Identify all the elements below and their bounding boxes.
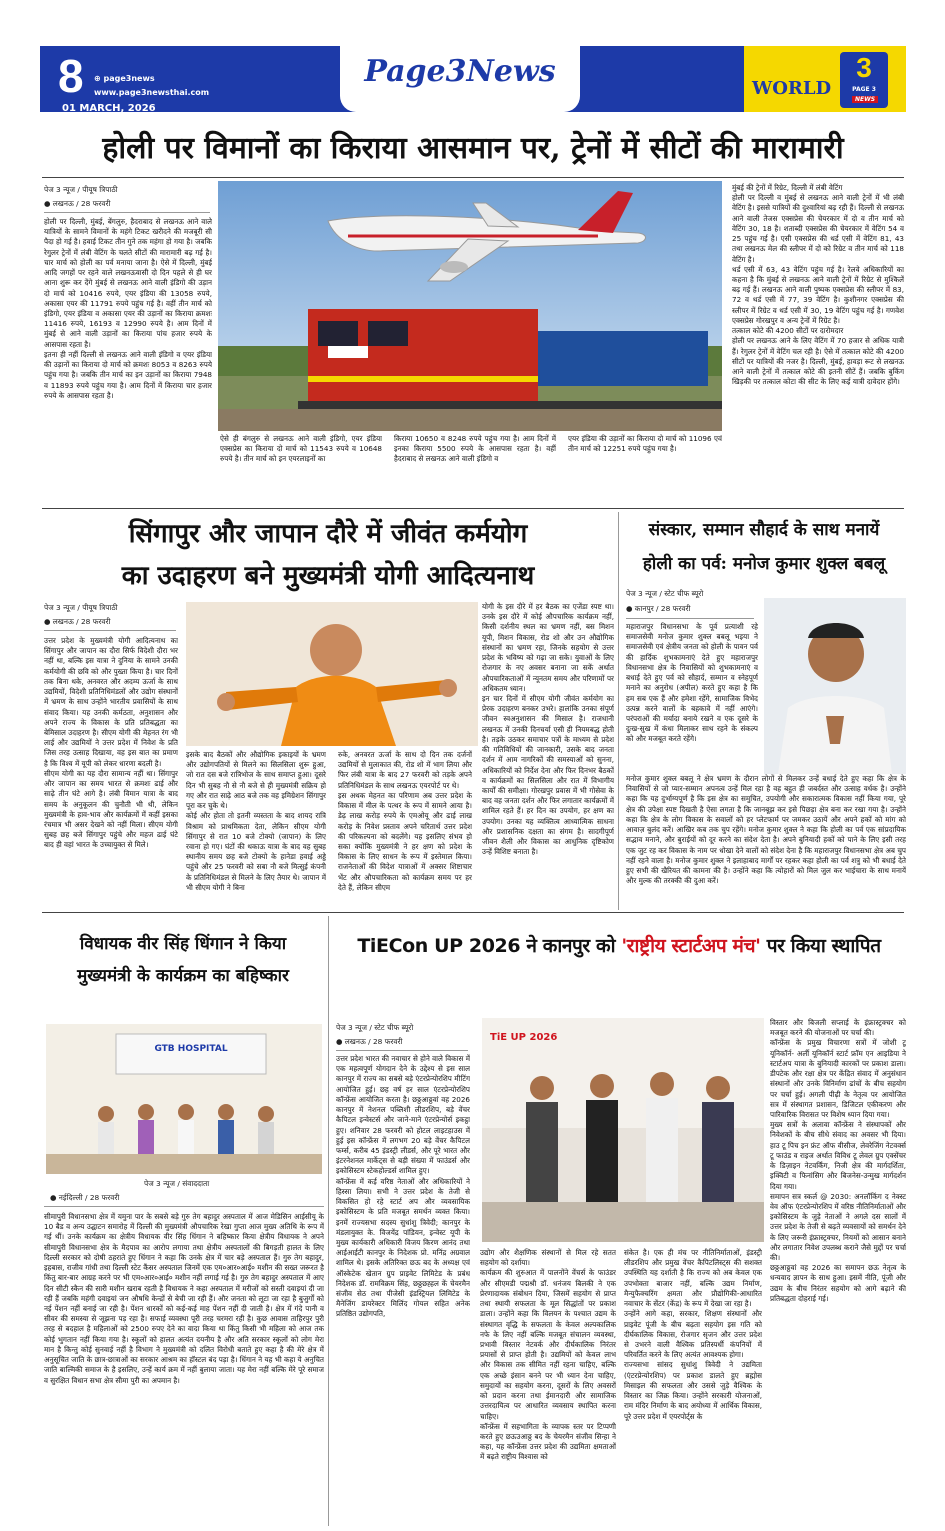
story1-headline: होली पर विमानों का किराया आसमान पर, ट्रेनों में सीटों की मारामारी bbox=[102, 131, 844, 166]
story2-col4: योगी के इस दौरे में हर बैठक का एजेंडा स्पष्ट था। उनके इस दौरे में कोई औपचारिक कार्यक्रम नहीं, किसी दर्शनीय स्थल का भ्रमण नहीं, बस मिशन यूपी, मिशन विकास, रोड शो और उन औद्योगिक संस्थानों का भ्रमण रहा, जिनके सहयोग से उत्तर प्रदेश के भविष्य को गढ़ा जा सके। युवाओं के लिए रोजगार के नए अवसर बनाना जा सकें अर्थात औपचारिकताओं में न्यूनतम समय और परिणामों पर अधिकतम ध्यान। इन चार दिनों में सीएम योगी जीवंत कर्मयोग का प्रेरक उदाहरण बनकर उभरे। हालांकि उनका संपूर्ण जीवन स्वअनुशासन की मिसाल है। राजधानी लखनऊ में उनकी दिनचर्या एसी ही नियमबद्ध होती है। तड़के उठकर समाचार पत्रों के माध्यम से प्रदेश की गतिविधियों की जानकारी, उसके बाद जनता दर्शन में आम नागरिकों की समस्याओं को सुनना, अधिकारियों को निर्देश देना और फिर दिनभर बैठकों व कार्यक्रमों का सिलसिला और रात में विभागीय कार्यों की समीक्षा। गोरखपुर प्रवास में भी गोसेवा के बाद वह जनता दर्शन और फिर लगातार कार्यक्रमों में शामिल रहते हैं। हर दिन का उपयोग, हर क्षण का उपयोग। उनका यह व्यक्तित्व आध्यात्मिक साधना और प्रशासनिक दक्षता का संगम है। सादगीपूर्ण जीवन शैली और विकास का आधुनिक दृष्टिकोण उन्हें विशिष्ट बनाता है। bbox=[482, 602, 614, 857]
brand-badge-text: PAGE 3 bbox=[852, 86, 876, 93]
story4-headline-line1: विधायक वीर सिंह धिंगान ने किया bbox=[79, 934, 287, 954]
divider bbox=[618, 512, 619, 910]
story5-headline-post: पर किया स्थापित bbox=[760, 935, 881, 957]
story1-col1: होली पर दिल्ली, मुंबई, बेंगलुरु, हैदराबाद से लखनऊ आने वाले यात्रियों के सामने विमानों के महंगे टिकट खरीदने की मजबूरी सी पैदा हो गई है। हवाई टिकट तीन गुने तक महंगा हो गया है। जबकि रेगुलर ट्रेनों में लंबी वेटिंग के चलते सीटों की मारामारी बढ़ गई है। चार मार्च को होली का पर्व मनाया जाना है। ऐसे में दिल्ली, मुंबई आदि जगहों पर रहने वाले लखनऊवासी दो दिन पहले से ही घर आना शुरू कर देंगे मुंबई से लखनऊ आने वाली इंडिगो की उड़ान दो मार्च को 10416 रुपये, एयर इंडिया की 13058 रुपये, अकासा एयर की 11791 रुपये पहुंच गई है। वहीं तीन मार्च को इंडिगो, एयर इंडिया व अकासा एयर की उड़ानों का किराया क्रमशः 11416 रुपये, 16193 व 12990 रुपये है। आम दिनों में मुंबई से आने वाली उड़ानों का किराया पांच हजार रुपये के आसपास रहता है। इतना ही नहीं दिल्ली से लखनऊ आने वाली इंडिगो व एयर इंडिया की उड़ानों का किराया दो मार्च को क्रमशः 8053 व 8263 रुपये पहुंच गया है। जबकि तीन मार्च का इन उड़ानों का किराया 7948 व 11893 रुपये पहुंच गया है। आम दिनों में किराया चार हजार रुपये के आसपास रहता है। bbox=[44, 217, 212, 400]
story3-col-top: महाराजपुर विधानसभा के पूर्व प्रत्याशी रहे समाजसेवी मनोज कुमार शुक्ल बबलू भइया ने समाजसेवी एवं क्षेत्रीय जनता को होली के पावन पर्व की हार्दिक शुभकामनाएं देते हुए महाराजपुर विधानसभा क्षेत्र के निवासियों को शुभकामनाएं व बधाई देते हुए पर्व को सौहार्द, सम्मान व स्नेहपूर्ण मनाने का अनुरोध (अपील) करते हुए कहा है कि हम सब एक हैं और हमेशा रहेंगे, सामाजिक विभेद उत्पन्न करने वालों के बहकावे में नहीं आएंगे। परंपराओं की मर्यादा बनाये रखने व एक दूसरे के दुःख-सुख में कंधा मिलाकर साथ रहने के संकल्प को और मजबूत करते रहेंगे। bbox=[626, 622, 758, 744]
story1-caption-col3: एयर इंडिया की उड़ानों का किराया दो मार्च को 11096 एवं तीन मार्च को 12251 रुपये पहुंच गया है। bbox=[568, 434, 722, 454]
social-handle bbox=[94, 74, 155, 83]
section-label: WORLD bbox=[752, 78, 832, 99]
story5-col2: उद्योग और शैक्षणिक संस्थानों से मिल रहे सतत सहयोग को दर्शाया। कार्यक्रम की शुरुआत में पालनोंने वेंचर्स के फाउंडर और सीएमडी पद्मश्री डॉ. धनंजय बिलकी ने एक प्रेरणादायक संबोधन दिया, जिसमें सहयोग से प्राप्त तथा स्थायी सफलता के मूल सिद्धांतों पर प्रकाश डाला। उन्होंने कहा कि विलयन के पश्चात उद्यम के संस्थागत वृद्धि के सफलता के केवल अल्पकालिक नफे के लिए नहीं बल्कि मजबूत संचालन व्यवस्था, प्रभावी विस्तार नेटवर्क और दीर्घकालिक निरंतर प्रयासों से प्राप्त होती है। उद्यमियों को केवल लाभ और विकास तक सीमित नहीं रहना चाहिए, बल्कि एक अच्छे इंसान बनने पर भी ध्यान देना चाहिए, समुदायों का सहयोग करना, दूसरों के लिए अवसरों को प्रदान करना तथा ईमानदारी और सामाजिक उत्तरदायित्व पर आधारित व्यवसाय स्थापित करना चाहिए। कॉन्फ्रेंस में सहभागिता के व्यापक स्तर पर टिप्पणी करते हुए छऊउआठ्ठ बद के चेयरमैन संजीव सिन्हा ने कहा, यह कॉन्फ्रेंस उत्तर प्रदेश की उद्यमिता क्षमताओं में बढ़ते राष्ट्रीय विश्वास को bbox=[480, 1248, 616, 1462]
story4-photo-credit: पेज 3 न्यूज / संवाददाता bbox=[144, 1179, 210, 1188]
story1-byline: पेज 3 न्यूज / पीयूष त्रिपाठी bbox=[44, 185, 118, 194]
story2-byline: पेज 3 न्यूज / पीयूष त्रिपाठी bbox=[44, 603, 118, 612]
story2-dateline: ● लखनऊ / 28 फरवरी bbox=[44, 617, 111, 626]
story2-headline-line1: सिंगापुर और जापान दौरे में जीवंत कर्मयोग bbox=[128, 519, 528, 549]
story5-headline-pre: TiECon UP 2026 ने कानपुर को bbox=[357, 935, 622, 957]
story4-dateline: ● नईदिल्ली / 28 फरवरी bbox=[50, 1193, 120, 1202]
brand-badge-tag: NEWS bbox=[852, 96, 878, 103]
story5-dateline: ● लखनऊ / 28 फरवरी bbox=[336, 1037, 403, 1046]
manoj-shukla-photo bbox=[764, 598, 906, 774]
story1-photo bbox=[218, 181, 722, 431]
story5-headline-quote: 'राष्ट्रीय स्टार्टअप मंच' bbox=[621, 935, 761, 957]
story3-byline: पेज 3 न्यूज / स्टेट चीफ ब्यूरो bbox=[626, 589, 704, 598]
issue-date: 01 MARCH, 2026 bbox=[62, 103, 156, 114]
story5-headline bbox=[332, 932, 906, 960]
story2-headline-line2: का उदाहरण बने मुख्यमंत्री योगी आदित्यनाथ bbox=[121, 561, 535, 591]
story5-byline: पेज 3 न्यूज / स्टेट चीफ ब्यूरो bbox=[336, 1023, 414, 1032]
divider bbox=[42, 912, 904, 913]
story5-col3: संकेत है। एक ही मंच पर नीतिनिर्माताओं, इंडस्ट्री लीडरशिप और प्रमुख वेंचर कैपिटलिस्ट्स की सशक्त उपस्थिति यह दर्शाती है कि राज्य को अब केवल एक उपभोक्ता बाजार नहीं, बल्कि उद्यम निर्माण, मैन्युफैक्चरिंग क्षमता और प्रौद्योगिकी-आधारित नवाचार के सेंटर (केंद्र) के रूप में देखा जा रहा है। उन्होंने आगे कहा, सरकार, शिक्षण संस्थानों और प्राइवेट पूंजी के बीच बढ़ता सहयोग इस गति को दीर्घकालिक विकास, रोजगार सृजन और उत्तर प्रदेश से उभरने वाली वैश्विक प्रतिस्पर्धी कंपनियों में परिवर्तित करने के लिए अत्यंत आवश्यक होगा। राज्यसभा सांसद सुधांशु त्रिवेदी ने उद्यमिता (एंटरप्रेन्योरशिप) पर प्रकाश डालते हुए ब्रह्मोस मिसाइल की सफलता और उससे जुड़े वैश्विक के विस्तार का जिक्र किया। उन्होंने सरकारी योजनाओं, राम मंदिर निर्माण के बाद अयोध्या में आर्थिक विकास, पूरे उत्तर प्रदेश में एयरपोर्ट्स के bbox=[624, 1248, 762, 1421]
story3-dateline: ● कानपुर / 28 फरवरी bbox=[626, 604, 691, 613]
story1-col4: मुंबई की ट्रेनों में रिग्रेट, दिल्ली में लंबी वेटिंग होली पर दिल्ली व मुंबई से लखनऊ आने वाली ट्रेनों में भी लंबी वेटिंग है। इससे यात्रियों की दुश्वारियां बढ़ रही हैं। दिल्ली से लखनऊ आने वाली तेजस एक्सप्रेस की चेयरकार में दो व तीन मार्च को वेटिंग 30, 18 है। शताब्दी एक्सप्रेस की चेयरकार में वेटिंग 54 व 25 पहुंच गई है। एसी एक्सप्रेस की थर्ड एसी में वेटिंग 81, 43 तथा लखनऊ मेल की स्लीपर में दो को रिग्रेट व तीन मार्च को 118 वेटिंग है। थर्ड एसी में 63, 43 वेटिंग पहुंच गई है। रेलवे अधिकारियों का कहना है कि मुंबई से लखनऊ आने वाली ट्रेनों में रिग्रेट से मुश्किलें बढ़ गई हैं। लखनऊ आने वाली पुष्पक एक्सप्रेस की स्लीपर में 83, 72 व थर्ड एसी में 77, 39 वेटिंग है। कुशीनगर एक्सप्रेस की स्लीपर में रिग्रेट व थर्ड एसी में 30, 19 वेटिंग पहुंच गई है। गणवेश एक्सप्रेस गोरखपुर व अन्य ट्रेनों में रिग्रेट है। तत्काल कोटे की 4200 सीटों पर दारोमदार होली पर लखनऊ आने के लिए वेटिंग में 70 हजार से अधिक यात्री हैं। रेगुलर ट्रेनों में वेटिंग चल रही है। ऐसे में तत्काल कोटे की 4200 सीटों पर यात्रियों की नजर है। दिल्ली, मुंबई, हावड़ा रूट से लखनऊ आने वाली ट्रेनों में तत्काल कोटे की इतनी सीटें हैं। जबकि बुकिंग खिड़की पर तत्काल कोटा की सीट के लिए कई यात्री दावेदार होंगे। bbox=[732, 183, 904, 387]
divider bbox=[42, 177, 904, 178]
story1-dateline: ● लखनऊ / 28 फरवरी bbox=[44, 199, 111, 208]
page-number: 8 bbox=[58, 50, 84, 102]
story3-headline-line2: होली का पर्व: मनोज कुमार शुक्ल बबलू bbox=[642, 554, 886, 574]
story1-caption-col1: ऐसे ही बंगलुरु से लखनऊ आने वाली इंडिगो, एयर इंडिया एक्सप्रेस का किराया दो मार्च को 11543 रुपये व 10648 रुपये है। तीन मार्च को इन एयरलाइनों का bbox=[220, 434, 382, 464]
hospital-banner: GTB HOSPITAL bbox=[154, 1044, 228, 1054]
divider bbox=[42, 508, 904, 509]
divider bbox=[328, 916, 329, 1526]
website[interactable]: www.page3newsthai.com bbox=[94, 88, 210, 97]
story3-headline-line1: संस्कार, सम्मान सौहार्द के साथ मनायें bbox=[648, 520, 880, 540]
story2-col3: रुके, अनवरत ऊर्जा के साथ दो दिन तक दर्जनों उद्यमियों से मुलाकात की, रोड शो में भाग लिया और फिर लंबी यात्रा के बाद 27 फरवरी को तड़के अपने प्रतिनिधिमंडल के साथ लखनऊ एयरपोर्ट पर थे। इस अथक मेहनत का परिणाम अब उत्तर प्रदेश के विकास में मील के पत्थर के रूप में सामने आया है। डेढ़ लाख करोड़ रुपये के एमओयू और ढाई लाख करोड़ के निवेश प्रस्ताव अपने चरितार्थ उत्तर प्रदेश की परिकल्पना को बदलेंगे। यह इसलिए संभव हो सका क्योंकि मुख्यमंत्री ने हर क्षण को प्रदेश के विकास के लिए साधन के रूप में इस्तेमाल किया। राजनेताओं की विदेश यात्राओं में अक्सर शिष्टाचार भेंट और औपचारिकता को कार्यक्रम समय पर हर देते हैं, लेकिन सीएम bbox=[338, 750, 472, 892]
story1-caption-col2: किराया 10650 व 8248 रुपये पहुंच गया है। आम दिनों में इनका किराया 5500 रुपये के आसपास रहता है। वहीं हैदराबाद से लखनऊ आने वाली इंडिगो व bbox=[394, 434, 556, 464]
story5-col4: विस्तार और बिजली सप्लाई के इंफ्रास्ट्रक्चर को मजबूत करने की योजनाओं पर चर्चा की। कॉन्फ्रेंस के प्रमुख विचारणा सत्रों में जोशी टू यूनिकॉर्न- अर्ली यूनिकॉर्न स्टार्ट फ्रॉम एन आइडिया ने स्टार्टअप यात्रा के बुनियादी कारकों पर प्रकाश डाला। डीपटेक और रक्षा क्षेत्र पर केंद्रित संवाद में अनुसंधान संस्थानों और उनके विनिर्माण ढांचों के बीच सहयोग पर चर्चा हुई। अगली पीढ़ी के नेतृत्व पर आयोजित सत्र में संस्थागत प्रशासन, डिजिटल एकीकरण और पारिवारिक विरासत पर विशेष ध्यान दिया गया। मुख्य सत्रों के अलावा कॉन्फ्रेंस ने संस्थापकों और निवेशकों के बीच सीधे संवाद का अवसर भी दिया। हाउ टू पिच इन फ्रंट ऑफ वीसीज, लेवरेजिंग नेटवर्क्स टू फाउंड व राइज अर्थात विविध टू लेवल ग्रुप एक्सेंचर के डिज़ाइन नेटवर्किंग, निजी क्षेत्र की मार्गदर्शिता, इक्विटी व फिनांसिग और बिजनेस-उन्मुख मार्गदर्शन दिया गया। समापन सत्र स्कर्ल @ 2030: अनलॉकिंग द नेक्स्ट वेव ऑफ एंटरप्रेन्योरशिप में वरिष्ठ नीतिनिर्माताओं और इकोसिस्टम के जुड़े नेताओं ने अगले दस सालों में उत्तर प्रदेश के तेजी से बढ़ते व्यवसायों को समर्थन देने के लिए जरूरी इंफ्रास्ट्रक्चर, नियमों को आसान बनाने और लगातार निवेश उपलब्ध कराने जैसे मुद्दों पर चर्चा की। छठ्ठआठ्ठवां वह 2026 का समापन छऊ नेतृत्व के धन्यवाद ज्ञापन के साथ हुआ। इसमें नीति, पूंजी और उद्यम के बीच निरंतर सहयोग को आगे बढ़ाने की प्रतिबद्धता दोहराई गई। bbox=[770, 1018, 906, 1303]
story2-col1: उत्तर प्रदेश के मुख्यमंत्री योगी आदित्यनाथ का सिंगापुर और जापान का दौरा सिर्फ विदेशी दौरा भर नहीं था, बल्कि इस यात्रा ने दुनिया के सामने उनकी कर्मयोगी की छवि को और पुख्ता किया है। चार दिनों तक बिना थके, अनवरत और अदम्य ऊर्जा के साथ उद्यमियों, विदेशी प्रतिनिधिमंडलों और उद्योग संस्थानों में भ्रमण के साथ उन्होंने भारतीय प्रवासियों के साथ संवाद किया। यह उनकी कर्मठता, अनुशासन और अपने राज्य के विकास के प्रति प्रतिबद्धता का बेमिसाल उदाहरण है। सीएम योगी की मेहनत रंग भी लाई और उद्यमियों ने उत्तर प्रदेश में निवेश के प्रति जिस तरह उत्साह दिखाया, वह इस बात का प्रमाण है कि विश्व में यूपी को लेकर धारणा बदली है। सीएम योगी का यह दौरा सामान्य नहीं था। सिंगापुर और जापान का समय भारत से क्रमशः ढाई और साढ़े तीन घंटे आगे है। लंबी विमान यात्रा के बाद समय के अनुकूलन की चुनौती भी थी, लेकिन मुख्यमंत्री के हाव-भाव और कार्यक्रमों में कहीं इसका रंचमात्र भी असर देखने को नहीं मिला। सीएम योगी सुबह छह बजे सिंगापुर पहुंचे और महज ढाई घंटे बाद ही वहां भारत के उच्चायुक्त से मिले। bbox=[44, 636, 178, 850]
social-handle-text: page3news bbox=[103, 74, 155, 83]
story5-col1: उत्तर प्रदेश भारत की नवाचार से होने वाले विकास में एक महत्वपूर्ण योगदान देने के उद्देश्य से इस साल कानपुर में राज्य का सबसे बड़े एंटरप्रेन्योरशिप मीटिंग आयोजित हुई। छह वर्ष हर साल एंटरप्रेन्योरशिप कॉन्फ्रेंस आयोजित करता है। छठ्ठआठ्ठवां वह 2026 कानपुर में नेशनल पब्लिशी लीडरशिप, बड़े वेंचर कैपिटल इन्वेस्टर्स और जाने-माने एंटरप्रेन्योर्स इकट्ठा हुए। शनिवार 28 फरवरी को होटल लाइटहाउस में हुई इस कॉन्फ्रेंस में लगभग 20 बड़े वेंचर कैपिटल फर्म्स, करीब 45 इंडस्ट्री लीडर्स, और पूरे भारत और इंटरनेशनल मार्केट्स से बड़ी संख्या में फाउंडर्स और इकोसिस्टम स्टेकहोल्डर्स शामिल हुए। कॉन्फ्रेंस में कई वरिष्ठ नेताओं और अधिकारियों ने हिस्सा लिया। सभी ने उत्तर प्रदेश के तेजी से विकसित हो रहे स्टार्ट अप और व्यवसायिक इकोसिस्टम के प्रति मजबूत समर्थन व्यक्त किया। इनमें राज्यसभा सदस्य सुधांशु त्रिवेदी; कानपुर के मंडलायुक्त के. विजयेंद्र पांडियन, इन्वेस्ट यूपी के मुख्य कार्यकारी अधिकारी विजय किरण आनंद तथा आईआईटी कानपुर के निदेशक प्रो. मनिंद्र अग्रवाल शामिल थे। इसके अतिरिक्त छऊ बद के अध्यक्ष एवं ऑस्केटेक खेतान ग्रुप प्राइवेट लिमिटेड के प्रबंध निदेशक डॉ. रामविक्रम सिंह, छठ्ठछह्हल कें चेयरमैन संजीव सेठ तथा पीजेसी इंडस्ट्रियल लिमिटेड के मैनेजिंग डायरेक्टर मिलिंद गोयल सहित अनेक प्रतिष्ठित उद्योगपति, bbox=[336, 1054, 470, 1319]
tiecon-banner: TiE UP 2026 bbox=[490, 1032, 558, 1043]
divider bbox=[44, 212, 210, 213]
brand-badge-number: 3 bbox=[856, 52, 872, 83]
tiecon-event-photo bbox=[482, 1018, 764, 1242]
story3-col-bottom: मनोज कुमार शुक्ल बबलू ने क्षेत्र भ्रमण के दौरान लोगों से मिलकर उन्हें बधाई देते हुए कहा कि क्षेत्र के निवासियों से जो प्यार-सम्मान अपनत्व उन्हें मिल रहा है वह बहुत ही जबर्दस्त और उत्साह वर्धक है। उन्होंने कहा कि यह दुर्भाग्यपूर्ण है कि इस क्षेत्र का समुचित, उपयोगी और सकारात्मक विकास नहीं किया गया, पूरे क्षेत्र की उपेक्षा स्पष्ट दिखती है ऐसा लगता है कि जानबूझ कर इसे पिछड़ा क्षेत्र बना कर रखा गया है। उन्होंने कहा कि क्षेत्र के लोग विकास के सवालों को हर प्लेटफार्म पर जमकर उठायें और अपने हकों को मांग को आवाज़ बुलंद करें। आखिर कब तक चुप रहेंगे। मनोज कुमार शुक्ल ने कहा कि होली का पर्व एक सांप्रदायिक सद्भाव मनाने, और बुराईयों को दूर करने का संदेश देता है। अपने बुनियादी हकों को पाने के लिए इसी तरह एक जुट रह कर विकास के नाम पर धोखा देने वालों को संदेश देना है कि महाराजपुर विधानसभा क्षेत्र अब चुप नहीं रहने वाला है। मनोज कुमार शुक्ल ने इलाहाबाद मार्गों पर रहकर कहा होली का पर्व शत्रु को भी बधाई देते हुए सभी की खैरियत की कामना की है। उन्होंने कहा कि त्योहारों को मिल जुल कर भाईचारा के साथ मनायें और मुल्क की तरक्की की दुआ करें। bbox=[626, 774, 906, 886]
story4-body: सीमापुरी विधानसभा क्षेत्र में यमुना पार के सबसे बड़े गुरु तेग बहादुर अस्पताल में आज मेडिसिन आईसीयू के 10 बैड व अन्य उद्घाटन समारोह में दिल्ली की मुख्यमंत्री औपचारिक रेखा गुप्ता आज मुख्य अतिथि के रूप में गई थीं। उनके कार्यक्रम का क्षेत्रीय विधायक वीर सिंह धिंगान ने बहिष्कार किया क्षेत्रीय विधायक ने अपने सीमापुरी विधानसभा क्षेत्र के मैदपाव का आरोप लगाया तथा क्षेत्रीय अस्पतालों की बिगड़ती हालत के लिए दिल्ली सरकार को दोषी ठहराते हुए धिंगान ने कहा कि उनके क्षेत्र में चार बड़े अस्पताल हैं। गुरु तेग बहादुर, इहबास, राजीव गांधी तथा दिल्ली स्टेट कैंसर अस्पताल जिनमें एक एम०आर०आई० मशीन की सख्त जरूरत है किंतु बार-बार आग्रह करने पर भी एम०आर०आई० मशीन नहीं लगाई गई है। गुरु तेग बहादुर अस्पताल में आए दिन सीटी स्कैन की सारी मशीन खराब रहती है विधायक ने कहा अस्पताल में मरीजों को सस्ती दवाइयां दी जा रही हैं जबकि महंगी दवाइयां जन औषधि केन्द्रों से बेची जा रही हैं। और जनता को लूटा जा रहा है बुजुर्गों को नई पेंशन नहीं बनाई जा रही है। पेंशन धारकों को कई-कई माह पेंशन नहीं दी जाती है। क्षेत्र में गंदे पानी व सीवर की समस्या से जूझना पड़ रहा है। सफाई व्यवस्था पूरी तरह चरमरा रही है। कुछ आवास ताहिरपुर पुरी तरह से बदहाल है महिलाओं को 2500 रुपए देने का वादा किया था किंतु किसी भी महिला को आज तक कोई भुगतान नहीं किया गया है। स्कूलों को हालत अत्यंत दयनीय है और अति सरकार स्कूलों को लोग मेरा मान है किन्तु कोई सुनवाई नहीं है विभाग ने मुख्यमंत्री को दलित विरोधी बताते हुए कहा है की मेरे क्षेत्र में अनुसूचित जाति के छात्र-छात्राओं का सरकार आश्रम का हॉस्टल बंद पड़ा है। धिंगान ने यह भी कहा ये अनुचित जाति बाल्मिकी समाज के है इसलिए, उन्हें कार्य क्रम में नहीं बुलाया जाता। यह मेरा नहीं बल्कि मेरे पूरे समाज व सुरक्षित विधान सभा क्षेत्र सीमा पुरी का अपमान है। bbox=[44, 1212, 324, 1385]
divider bbox=[626, 618, 754, 619]
divider bbox=[44, 630, 176, 631]
social-icon: ⊕ bbox=[94, 74, 104, 83]
divider bbox=[44, 1206, 324, 1207]
newspaper-logo: Page3News bbox=[364, 54, 556, 89]
cm-yogi-photo bbox=[186, 602, 478, 746]
divider bbox=[336, 1050, 468, 1051]
story2-col2: इसके बाद बैठकों और औद्योगिक इकाइयों के भ्रमण और उद्योगपतियों से मिलने का सिलसिला शुरू हुआ, जो रात दस बजे रात्रिभोज के साथ समाप्त हुआ। दूसरे दिन भी सुबह नौ से नौ बजे से ही मुख्यमंत्री सक्रिय हो गए और रात साढ़े आठ बजे तक वह इमिग्रेशन सिंगापुर पूरा कर चुके थे। कोई और होता तो इतनी व्यस्तता के बाद शायद रात्रि विश्राम को प्राथमिकता देता, लेकिन सीएम योगी सिंगापुर से रात 10 बजे टोक्यो (जापान) के लिए रवाना हो गए। घंटों की थकाऊ यात्रा के बाद वह सुबह स्थानीय समय छह बजे टोक्यो के हानेडा हवाई अड्डे पहुंचे और 25 फरवरी को सबा नौ बजे मित्सुई कंपनी के प्रतिनिधिमंडल से मिलने के लिए तैयार थे। जापान में भी सीएम योगी ने बिना bbox=[186, 750, 326, 892]
story4-headline-line2: मुख्यमंत्री के कार्यक्रम का बहिष्कार bbox=[77, 966, 289, 986]
